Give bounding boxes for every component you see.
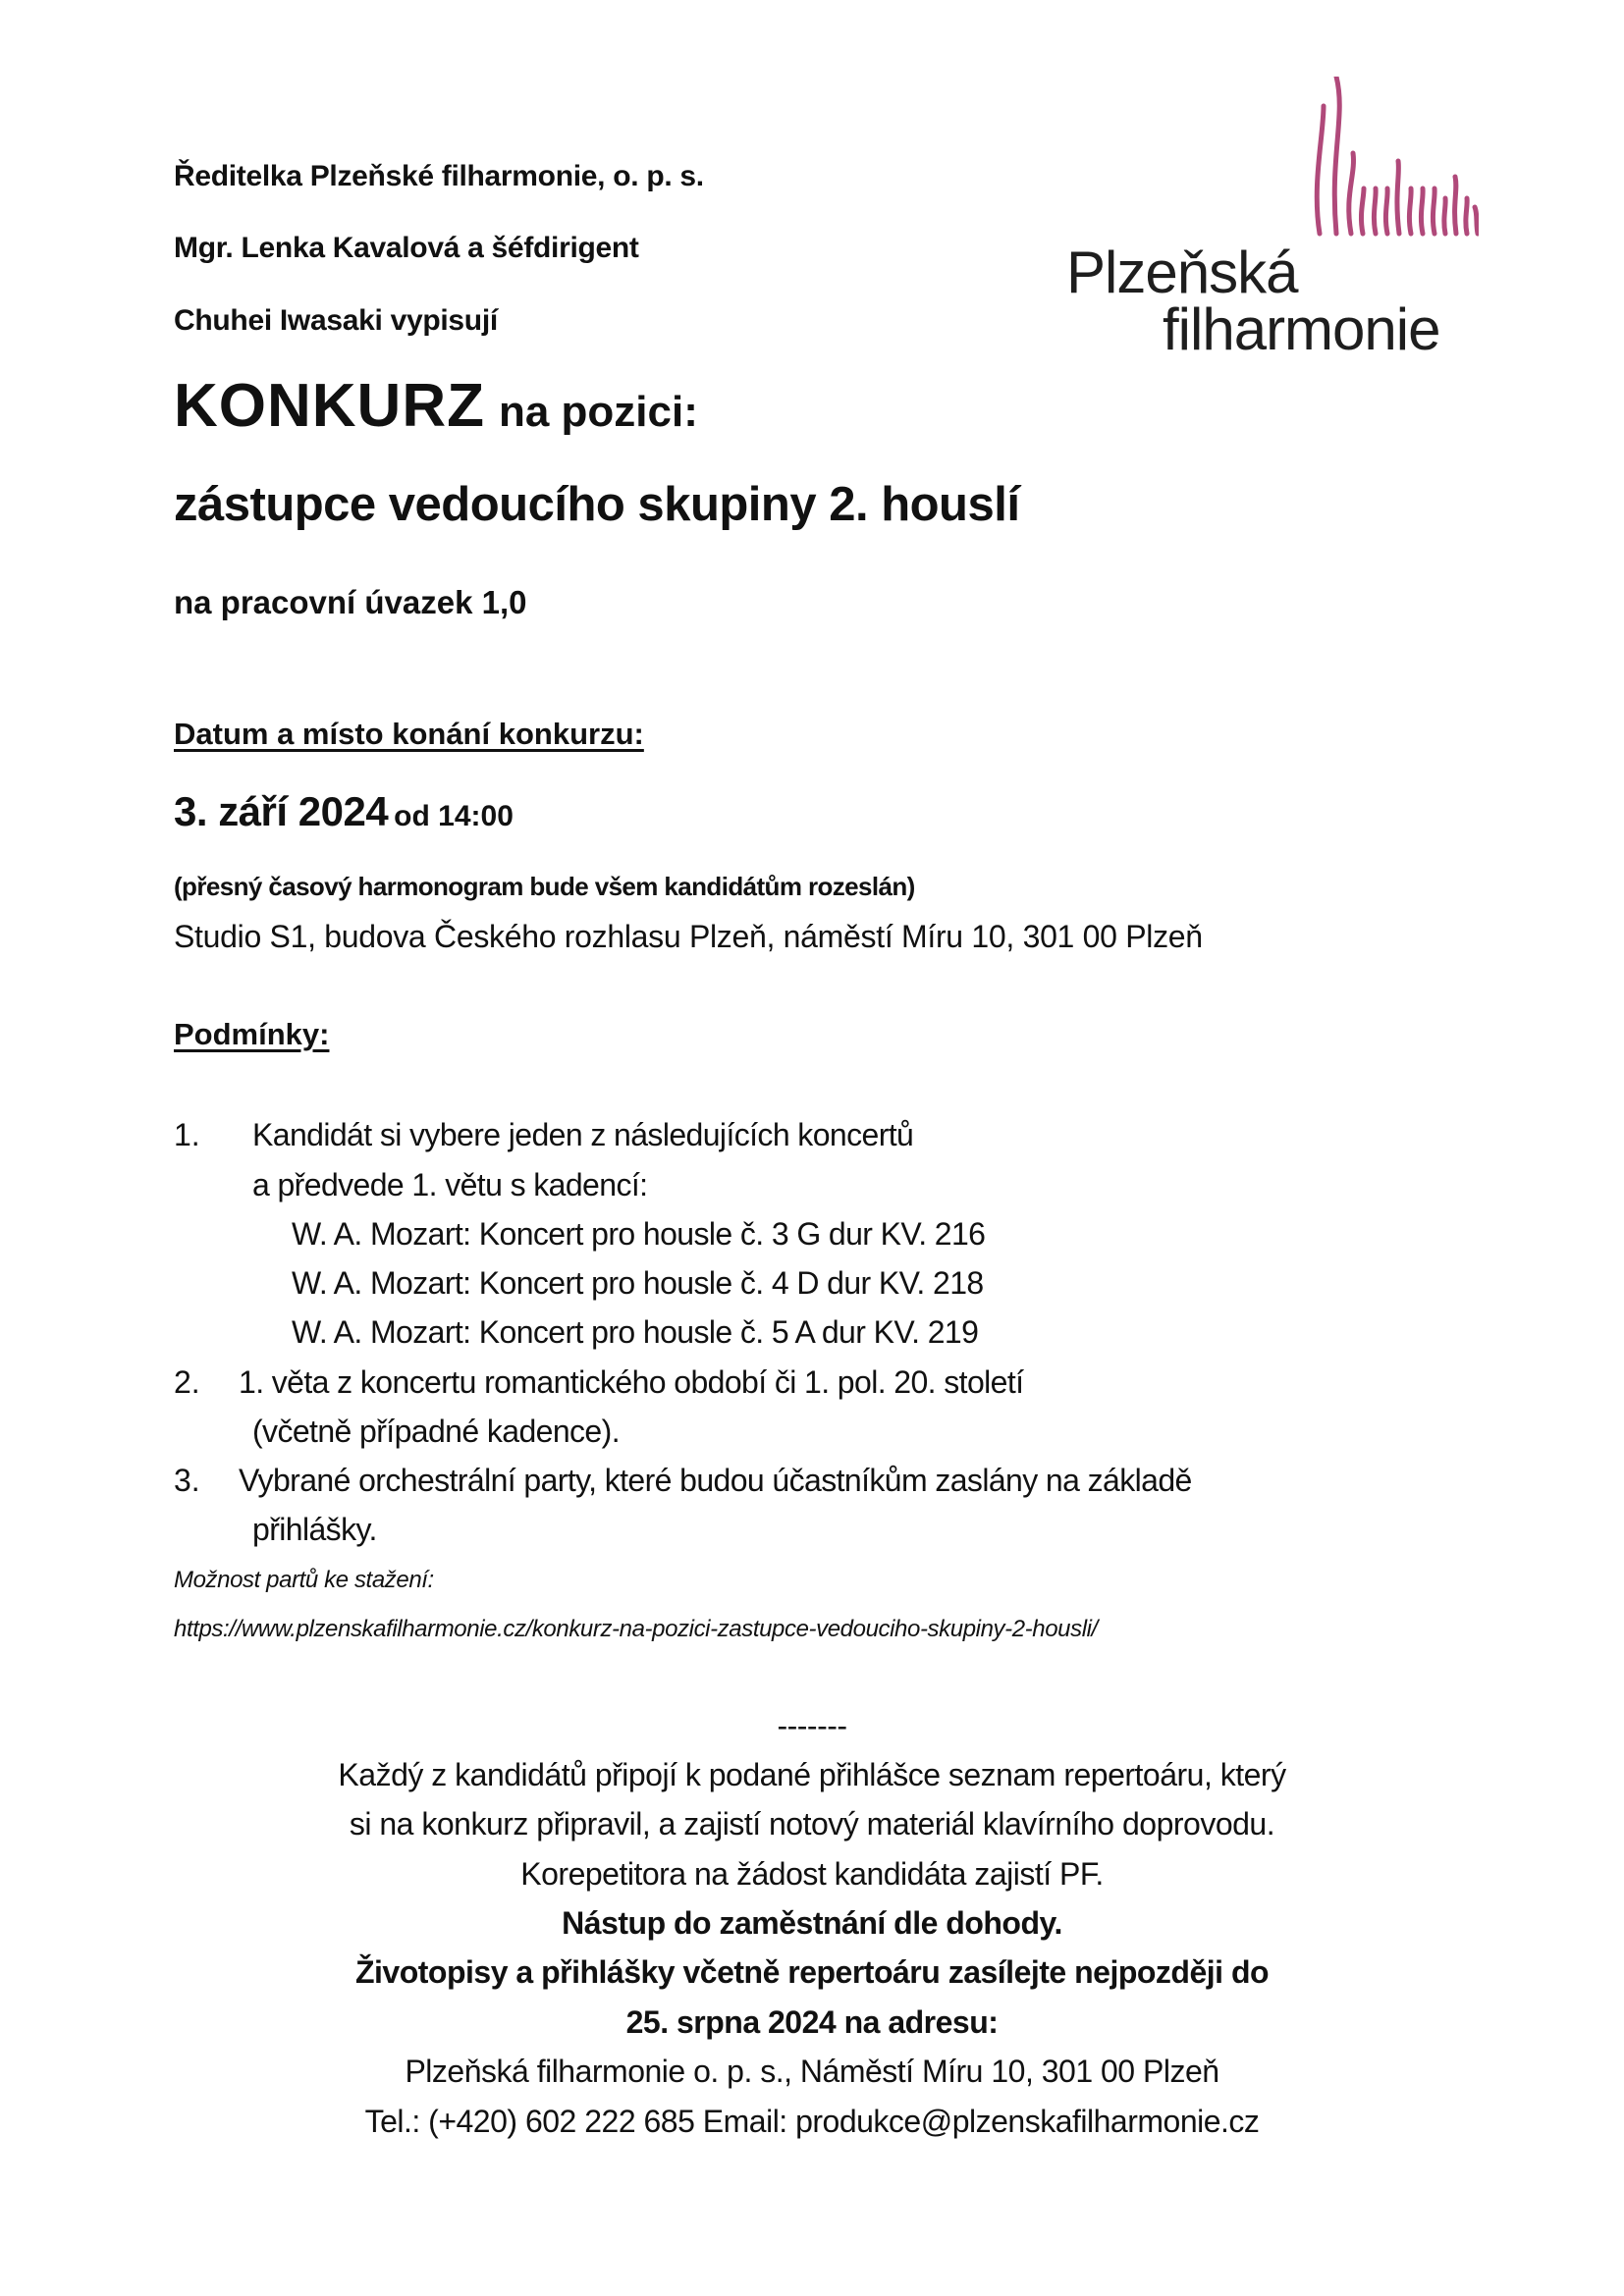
deadline-line-1: Životopisy a přihlášky včetně repertoáru zasílejte nejpozději do	[354, 1954, 1270, 1990]
list-item-3-line-1: Vybrané orchestrální party, které budou účastníkům zaslány na základě	[239, 1463, 1192, 1498]
postal-address: Plzeňská filharmonie o. p. s., Náměstí Míru 10, 301 00 Plzeň	[405, 2054, 1219, 2089]
title-konkurz: KONKURZ	[174, 372, 485, 440]
footer-line-1: Každý z kandidátů připojí k podané přihlášce seznam repertoáru, který	[338, 1757, 1286, 1792]
intro-line-1: Ředitelka Plzeňské filharmonie, o. p. s.	[174, 160, 704, 192]
concerto-option-3: W. A. Mozart: Koncert pro housle č. 5 A dur KV. 219	[292, 1314, 979, 1350]
workload: na pracovní úvazek 1,0	[174, 584, 527, 620]
logo-text-line2: filharmonie	[1163, 296, 1440, 362]
audition-date	[174, 788, 514, 835]
schedule-note: (přesný časový harmonogram bude všem kandidátům rozeslán)	[174, 872, 915, 901]
list-item-2-line-2: (včetně případné kadence).	[252, 1414, 620, 1449]
list-number-2: 2.	[174, 1364, 200, 1400]
list-number-1: 1.	[174, 1117, 200, 1152]
concerto-option-2: W. A. Mozart: Koncert pro housle č. 4 D dur KV. 218	[292, 1265, 984, 1301]
contact-info: Tel.: (+420) 602 222 685 Email: produkce@plzenskafilharmonie.cz	[364, 2104, 1260, 2139]
date-section-heading: Datum a místo konání konkurzu:	[174, 717, 644, 751]
footer-line-3: Korepetitora na žádost kandidáta zajistí PF.	[520, 1856, 1104, 1892]
deadline-line-2: 25. srpna 2024 na adresu:	[625, 2004, 999, 2040]
title-na-pozici: na pozici:	[498, 388, 698, 436]
download-link[interactable]: https://www.plzenskafilharmonie.cz/konkurz-na-pozici-zastupce-vedouciho-skupiny-2-housli/	[174, 1616, 1098, 1642]
separator: -------	[777, 1708, 847, 1743]
footer-line-2: si na konkurz připravil, a zajistí notový materiál klavírního doprovodu.	[349, 1806, 1275, 1842]
intro-line-3: Chuhei Iwasaki vypisují	[174, 304, 498, 337]
page-title	[174, 371, 698, 441]
time-value: od 14:00	[394, 800, 514, 832]
logo-text-line1: Plzeňská	[1066, 240, 1298, 305]
list-item-3-line-2: přihlášky.	[252, 1512, 377, 1547]
date-value: 3. září 2024	[174, 788, 389, 834]
intro-line-2: Mgr. Lenka Kavalová a šéfdirigent	[174, 232, 639, 264]
list-item-1-line-1: Kandidát si vybere jeden z následujících koncertů	[252, 1117, 914, 1152]
position-title: zástupce vedoucího skupiny 2. houslí	[174, 478, 1020, 531]
list-number-3: 3.	[174, 1463, 200, 1498]
download-label: Možnost partů ke stažení:	[174, 1567, 434, 1593]
list-item-2-line-1: 1. věta z koncertu romantického období či 1. pol. 20. století	[239, 1364, 1024, 1400]
plzenska-filharmonie-logo	[1066, 77, 1479, 371]
concerto-option-1: W. A. Mozart: Koncert pro housle č. 3 G dur KV. 216	[292, 1216, 986, 1252]
list-item-1-line-2: a předvede 1. větu s kadencí:	[252, 1167, 648, 1202]
conditions-heading: Podmínky:	[174, 1017, 330, 1051]
start-of-employment: Nástup do zaměstnání dle dohody.	[562, 1905, 1062, 1941]
venue: Studio S1, budova Českého rozhlasu Plzeň, náměstí Míru 10, 301 00 Plzeň	[174, 919, 1203, 954]
